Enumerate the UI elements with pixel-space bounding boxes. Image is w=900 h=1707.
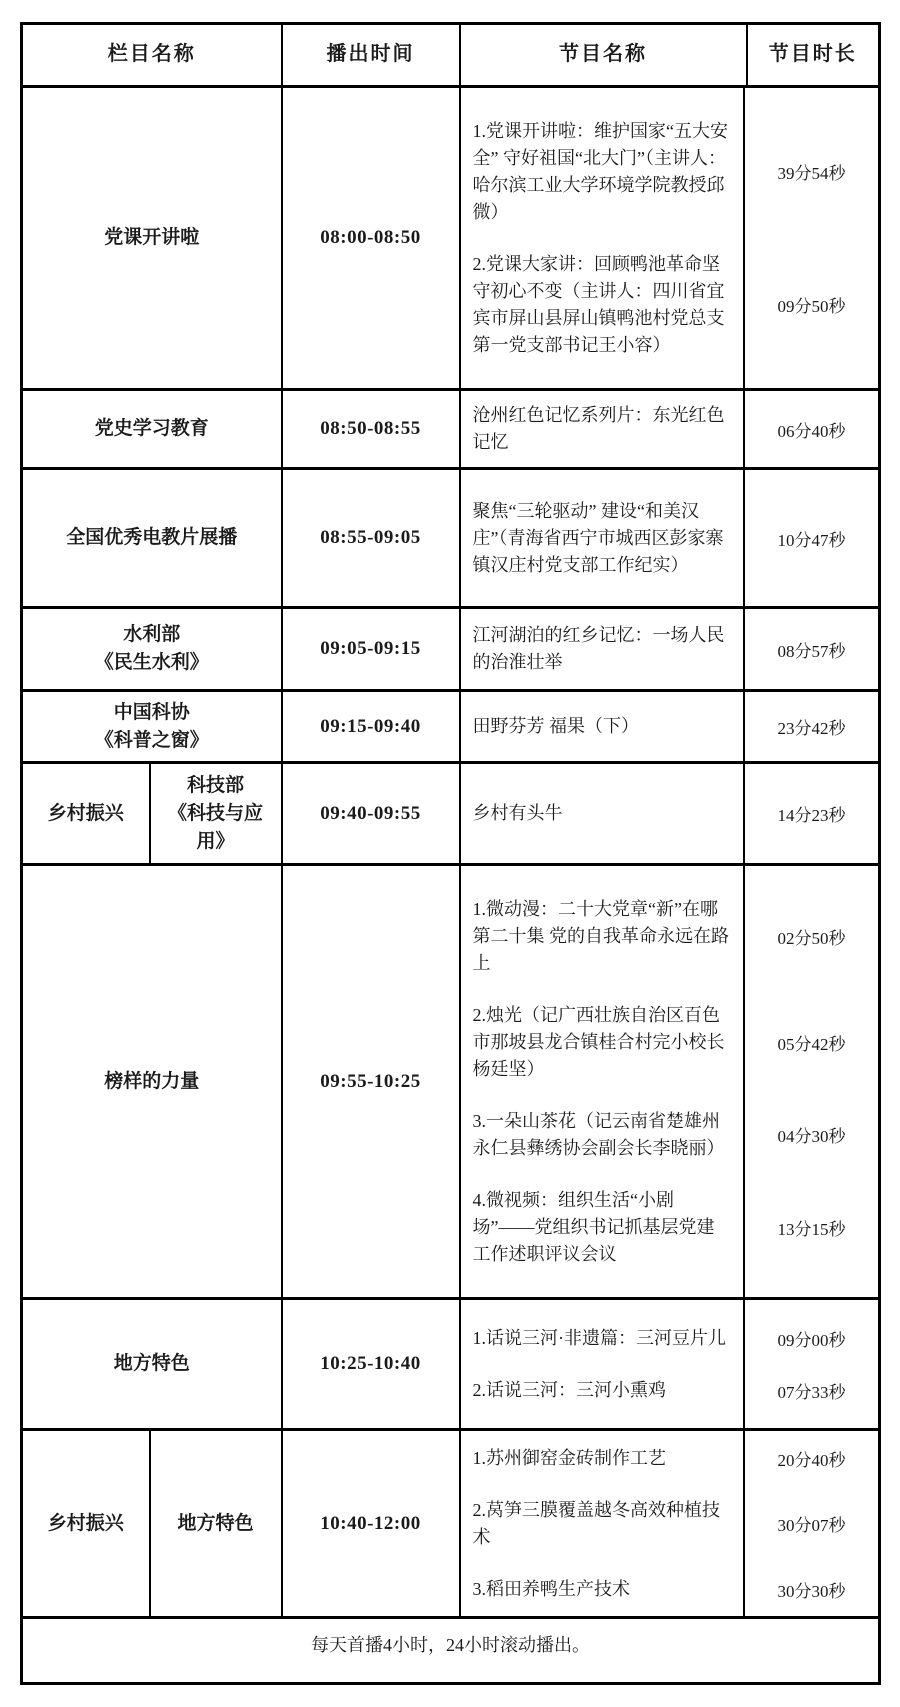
- broadcast-time-cell: 09:15-09:40: [282, 691, 460, 763]
- program-name: 1.微动漫：二十大党章“新”在哪 第二十集 党的自我革命永远在路上: [472, 898, 729, 973]
- channel-cell: 中国科协 《科普之窗》: [22, 691, 282, 763]
- header-program-duration: 节目时长: [747, 24, 880, 87]
- schedule-row: [22, 691, 880, 763]
- broadcast-time-cell: 08:55-09:05: [282, 469, 460, 608]
- program-name: 1.党课开讲啦：维护国家“五大安全” 守好祖国“北大门”（主讲人：哈尔滨工业大学环境学院教授邱微）: [472, 120, 728, 222]
- program-duration: 09分00秒: [777, 1330, 846, 1350]
- program-entry: [461, 402, 879, 456]
- program-entry: [461, 1325, 879, 1352]
- schedule-row: [22, 865, 880, 1299]
- program-entry: [461, 1108, 879, 1162]
- programs-cell: [460, 763, 880, 865]
- channel-cell: 榜样的力量: [22, 865, 282, 1299]
- program-entry: [461, 498, 879, 579]
- program-duration: 07分33秒: [777, 1382, 846, 1402]
- program-name: 江河湖泊的红乡记忆：一场人民的治淮壮举: [472, 625, 725, 672]
- program-entry: [461, 622, 879, 676]
- program-entry: [461, 713, 879, 740]
- programs-cell: [460, 608, 880, 691]
- broadcast-time-cell: 10:25-10:40: [282, 1299, 460, 1430]
- channel-sub-cell: 乡村振兴: [22, 1430, 150, 1618]
- program-name: 2.话说三河：三河小熏鸡: [472, 1379, 666, 1400]
- schedule-row: [22, 1299, 880, 1430]
- program-duration: 14分23秒: [777, 806, 846, 825]
- broadcast-time-cell: 09:55-10:25: [282, 865, 460, 1299]
- channel-sub-cell: 科技部 《科技与应用》: [150, 763, 282, 865]
- schedule-row: [22, 390, 880, 469]
- program-entry: [461, 1497, 879, 1551]
- programs-cell: [460, 469, 880, 608]
- program-duration: 39分54秒: [777, 164, 846, 183]
- program-entry: [461, 1445, 879, 1472]
- program-name: 2.烛光（记广西壮族自治区百色市那坡县龙合镇桂合村完小校长杨廷坚）: [472, 1004, 725, 1079]
- program-name: 1.苏州御窑金砖制作工艺: [472, 1447, 666, 1468]
- programs-cell: [460, 691, 880, 763]
- broadcast-schedule-table: [20, 22, 881, 1685]
- program-name: 2.莴笋三膜覆盖越冬高效种植技术: [472, 1499, 720, 1547]
- program-duration: 30分30秒: [777, 1581, 846, 1601]
- programs-cell: [460, 1299, 880, 1430]
- program-duration: 05分42秒: [777, 1034, 846, 1054]
- program-name: 3.一朵山茶花（记云南省楚雄州永仁县彝绣协会副会长李晓丽）: [472, 1110, 725, 1158]
- footer-row: [22, 1618, 880, 1684]
- footer-note: 每天首播4小时，24小时滚动播出。: [22, 1618, 880, 1684]
- channel-cell: 地方特色: [22, 1299, 282, 1430]
- program-entry: [461, 800, 879, 827]
- header-column-name: 栏目名称: [22, 24, 282, 87]
- header-program-name: 节目名称: [460, 24, 747, 87]
- program-duration: 02分50秒: [777, 928, 846, 948]
- broadcast-time-cell: 08:50-08:55: [282, 390, 460, 469]
- programs-cell: [460, 87, 880, 390]
- program-name: 4.微视频：组织生活“小剧场”——党组织书记抓基层党建工作述职评议会议: [472, 1189, 715, 1264]
- program-entry: [461, 1377, 879, 1404]
- programs-cell: [460, 865, 880, 1299]
- program-name: 沧州红色记忆系列片：东光红色记忆: [472, 405, 725, 452]
- program-entry: [461, 896, 879, 977]
- program-name: 乡村有头牛: [472, 803, 563, 823]
- program-duration: 06分40秒: [777, 421, 846, 441]
- program-duration: 09分50秒: [777, 297, 846, 316]
- channel-cell: 全国优秀电教片展播: [22, 469, 282, 608]
- header-row: [22, 24, 880, 87]
- programs-cell: [460, 1430, 880, 1618]
- schedule-row: [22, 87, 880, 390]
- program-entry: [461, 118, 879, 226]
- program-duration: 30分07秒: [777, 1516, 846, 1535]
- program-name: 田野芬芳 福果（下）: [472, 716, 639, 736]
- channel-cell: 水利部 《民生水利》: [22, 608, 282, 691]
- program-name: 3.稻田养鸭生产技术: [472, 1578, 630, 1599]
- program-duration: 04分30秒: [777, 1127, 846, 1146]
- program-entry: [461, 1187, 879, 1268]
- channel-cell: 党课开讲啦: [22, 87, 282, 390]
- program-duration: 10分47秒: [777, 530, 846, 550]
- channel-cell: 党史学习教育: [22, 390, 282, 469]
- channel-sub-cell: 乡村振兴: [22, 763, 150, 865]
- program-duration: 08分57秒: [777, 641, 846, 661]
- program-entry: [461, 1576, 879, 1603]
- header-broadcast-time: 播出时间: [282, 24, 460, 87]
- program-entry: [461, 251, 879, 359]
- broadcast-time-cell: 09:05-09:15: [282, 608, 460, 691]
- broadcast-time-cell: 10:40-12:00: [282, 1430, 460, 1618]
- program-duration: 20分40秒: [777, 1450, 846, 1470]
- programs-cell: [460, 390, 880, 469]
- schedule-row: [22, 469, 880, 608]
- program-duration: 23分42秒: [777, 719, 846, 738]
- broadcast-time-cell: 09:40-09:55: [282, 763, 460, 865]
- program-entry: [461, 1002, 879, 1083]
- program-name: 聚焦“三轮驱动” 建设“和美汉庄”（青海省西宁市城西区彭家寨镇汉庄村党支部工作纪实）: [472, 500, 724, 575]
- program-duration: 13分15秒: [777, 1219, 846, 1239]
- schedule-row: [22, 763, 880, 865]
- schedule-row: [22, 608, 880, 691]
- broadcast-time-cell: 08:00-08:50: [282, 87, 460, 390]
- program-name: 2.党课大家讲：回顾鸭池革命坚守初心不变（主讲人：四川省宜宾市屏山县屏山镇鸭池村党总支第一党支部书记王小容）: [472, 253, 725, 355]
- program-name: 1.话说三河·非遗篇：三河豆片儿: [472, 1327, 726, 1348]
- schedule-row: [22, 1430, 880, 1618]
- channel-sub-cell: 地方特色: [150, 1430, 282, 1618]
